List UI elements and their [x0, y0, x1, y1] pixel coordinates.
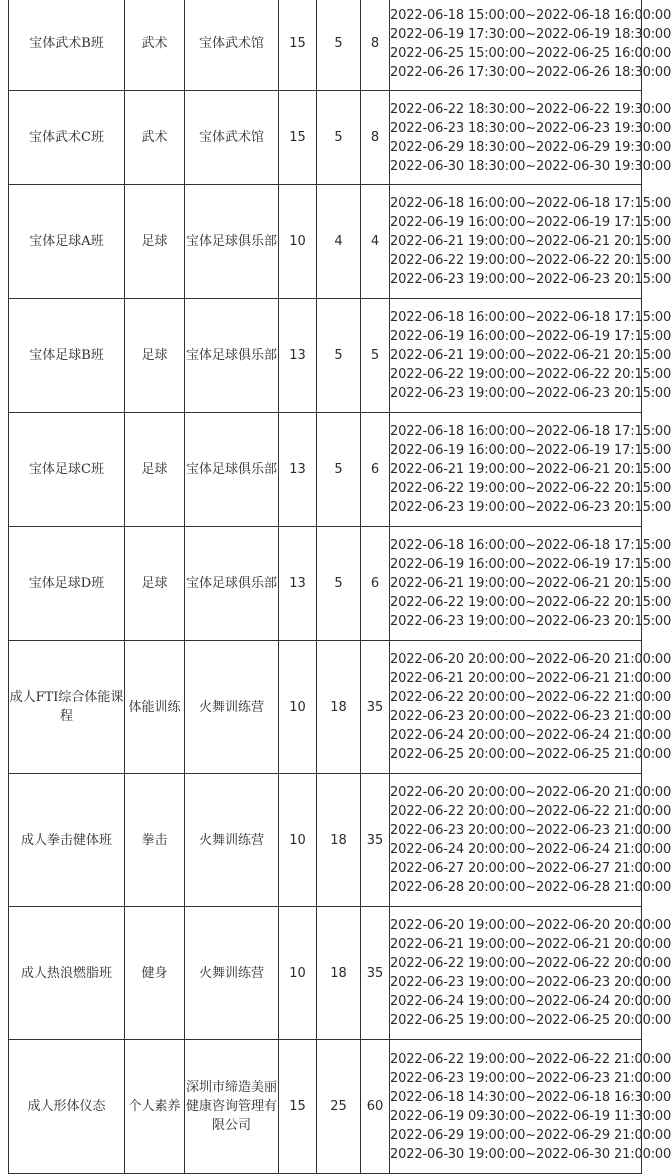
time-slot: 2022-06-18 16:00:00~2022-06-18 17:15:00	[390, 196, 671, 211]
course-name-cell: 宝体足球A班	[9, 185, 125, 299]
time-slot: 2022-06-27 20:00:00~2022-06-27 21:00:00	[390, 861, 671, 876]
table-row	[9, 641, 642, 774]
time-slot: 2022-06-22 19:00:00~2022-06-22 20:15:00	[390, 253, 671, 268]
count-2-cell: 5	[317, 413, 361, 527]
time-slot: 2022-06-18 16:00:00~2022-06-18 17:15:00	[390, 310, 671, 325]
time-slot: 2022-06-21 19:00:00~2022-06-21 20:15:00	[390, 576, 671, 591]
count-3-cell: 35	[361, 907, 390, 1040]
time-slot: 2022-06-18 16:00:00~2022-06-18 17:15:00	[390, 538, 671, 553]
count-3-cell: 6	[361, 413, 390, 527]
venue-cell: 宝体足球俱乐部	[185, 413, 279, 527]
time-slot: 2022-06-28 20:00:00~2022-06-28 21:00:00	[390, 880, 671, 895]
time-slot: 2022-06-23 19:00:00~2022-06-23 20:00:00	[390, 975, 671, 990]
category-cell: 体能训练	[125, 641, 185, 774]
time-slot: 2022-06-24 19:00:00~2022-06-24 20:00:00	[390, 994, 671, 1009]
course-name-cell: 宝体足球C班	[9, 413, 125, 527]
time-slot: 2022-06-30 18:30:00~2022-06-30 19:30:00	[390, 158, 671, 174]
count-1-cell: 15	[279, 1040, 317, 1174]
count-3-cell: 4	[361, 185, 390, 299]
time-slot: 2022-06-20 20:00:00~2022-06-20 21:00:00	[390, 785, 671, 800]
time-slot: 2022-06-25 20:00:00~2022-06-25 21:00:00	[390, 747, 671, 762]
count-2-cell: 5	[317, 91, 361, 185]
time-slots-cell	[390, 91, 671, 185]
count-3-cell: 6	[361, 527, 390, 641]
count-3-cell: 35	[361, 641, 390, 774]
category-cell: 足球	[125, 299, 185, 413]
course-name-cell: 成人FTI综合体能课程	[9, 641, 125, 774]
category-cell: 个人素养	[125, 1040, 185, 1174]
time-slot: 2022-06-21 19:00:00~2022-06-21 20:00:00	[390, 937, 671, 952]
time-slot: 2022-06-22 19:00:00~2022-06-22 20:00:00	[390, 956, 671, 971]
time-slot: 2022-06-20 20:00:00~2022-06-20 21:00:00	[390, 652, 671, 667]
schedule-body	[9, 0, 671, 1174]
time-slots-cell	[390, 774, 671, 907]
time-slot: 2022-06-22 19:00:00~2022-06-22 20:15:00	[390, 367, 671, 382]
count-2-cell: 18	[317, 907, 361, 1040]
time-slot: 2022-06-23 18:30:00~2022-06-23 19:30:00	[390, 120, 671, 136]
time-slot: 2022-06-19 16:00:00~2022-06-19 17:15:00	[390, 557, 671, 572]
category-cell: 拳击	[125, 774, 185, 907]
time-slot: 2022-06-18 16:00:00~2022-06-18 17:15:00	[390, 424, 671, 439]
time-slot: 2022-06-23 20:00:00~2022-06-23 21:00:00	[390, 709, 671, 724]
count-2-cell: 25	[317, 1040, 361, 1174]
time-slot: 2022-06-21 19:00:00~2022-06-21 20:15:00	[390, 234, 671, 249]
table-row	[9, 185, 642, 299]
category-cell: 武术	[125, 91, 185, 185]
table-row	[9, 91, 642, 185]
venue-cell: 宝体武术馆	[185, 0, 279, 91]
category-cell: 足球	[125, 413, 185, 527]
time-slots-cell	[390, 0, 671, 91]
time-slot: 2022-06-29 18:30:00~2022-06-29 19:30:00	[390, 139, 671, 155]
table-row	[9, 299, 642, 413]
time-slot: 2022-06-22 20:00:00~2022-06-22 21:00:00	[390, 804, 671, 819]
table-row	[9, 774, 642, 907]
time-slots-cell	[390, 527, 671, 641]
course-name-cell: 宝体武术C班	[9, 91, 125, 185]
category-cell: 足球	[125, 527, 185, 641]
time-slot: 2022-06-25 19:00:00~2022-06-25 20:00:00	[390, 1013, 671, 1028]
time-slot: 2022-06-19 16:00:00~2022-06-19 17:15:00	[390, 215, 671, 230]
count-2-cell: 5	[317, 299, 361, 413]
time-slots-cell	[390, 641, 671, 774]
venue-cell: 宝体足球俱乐部	[185, 527, 279, 641]
course-schedule-table	[8, 0, 671, 1174]
count-1-cell: 13	[279, 527, 317, 641]
table-row	[9, 413, 642, 527]
count-1-cell: 10	[279, 641, 317, 774]
time-slot: 2022-06-23 19:00:00~2022-06-23 20:15:00	[390, 386, 671, 401]
time-slot: 2022-06-23 20:00:00~2022-06-23 21:00:00	[390, 823, 671, 838]
count-1-cell: 10	[279, 907, 317, 1040]
course-name-cell: 宝体足球D班	[9, 527, 125, 641]
table-row	[9, 0, 642, 91]
time-slot: 2022-06-22 19:00:00~2022-06-22 21:00:00	[390, 1051, 671, 1067]
venue-cell: 火舞训练营	[185, 641, 279, 774]
count-3-cell: 8	[361, 91, 390, 185]
time-slot: 2022-06-23 19:00:00~2022-06-23 20:15:00	[390, 614, 671, 629]
course-name-cell: 成人拳击健体班	[9, 774, 125, 907]
time-slot: 2022-06-20 19:00:00~2022-06-20 20:00:00	[390, 918, 671, 933]
time-slot: 2022-06-30 19:00:00~2022-06-30 21:00:00	[390, 1146, 671, 1162]
venue-cell: 宝体武术馆	[185, 91, 279, 185]
time-slot: 2022-06-23 19:00:00~2022-06-23 21:00:00	[390, 1070, 671, 1086]
time-slot: 2022-06-23 19:00:00~2022-06-23 20:15:00	[390, 272, 671, 287]
time-slot: 2022-06-22 18:30:00~2022-06-22 19:30:00	[390, 101, 671, 117]
time-slot: 2022-06-26 17:30:00~2022-06-26 18:30:00	[390, 64, 671, 80]
table-row	[9, 1040, 642, 1174]
time-slot: 2022-06-22 19:00:00~2022-06-22 20:15:00	[390, 481, 671, 496]
time-slot: 2022-06-19 09:30:00~2022-06-19 11:30:00	[390, 1108, 671, 1124]
time-slot: 2022-06-18 14:30:00~2022-06-18 16:30:00	[390, 1089, 671, 1105]
course-name-cell: 成人热浪燃脂班	[9, 907, 125, 1040]
count-3-cell: 60	[361, 1040, 390, 1174]
time-slots-cell	[390, 1040, 671, 1174]
course-name-cell: 宝体武术B班	[9, 0, 125, 91]
course-name-cell: 成人形体仪态	[9, 1040, 125, 1174]
count-1-cell: 15	[279, 0, 317, 91]
time-slots-cell	[390, 299, 671, 413]
time-slot: 2022-06-21 19:00:00~2022-06-21 20:15:00	[390, 348, 671, 363]
count-1-cell: 10	[279, 185, 317, 299]
time-slot: 2022-06-18 15:00:00~2022-06-18 16:00:00	[390, 7, 671, 23]
table-row	[9, 907, 642, 1040]
count-1-cell: 10	[279, 774, 317, 907]
count-2-cell: 5	[317, 0, 361, 91]
time-slots-cell	[390, 185, 671, 299]
table-row	[9, 527, 642, 641]
category-cell: 足球	[125, 185, 185, 299]
count-2-cell: 5	[317, 527, 361, 641]
time-slot: 2022-06-24 20:00:00~2022-06-24 21:00:00	[390, 842, 671, 857]
count-1-cell: 15	[279, 91, 317, 185]
time-slot: 2022-06-23 19:00:00~2022-06-23 20:15:00	[390, 500, 671, 515]
time-slot: 2022-06-29 19:00:00~2022-06-29 21:00:00	[390, 1127, 671, 1143]
time-slots-cell	[390, 413, 671, 527]
time-slot: 2022-06-22 19:00:00~2022-06-22 20:15:00	[390, 595, 671, 610]
time-slot: 2022-06-21 19:00:00~2022-06-21 20:15:00	[390, 462, 671, 477]
count-3-cell: 5	[361, 299, 390, 413]
count-1-cell: 13	[279, 299, 317, 413]
time-slot: 2022-06-19 16:00:00~2022-06-19 17:15:00	[390, 443, 671, 458]
count-3-cell: 35	[361, 774, 390, 907]
time-slot: 2022-06-25 15:00:00~2022-06-25 16:00:00	[390, 45, 671, 61]
count-2-cell: 18	[317, 774, 361, 907]
venue-cell: 火舞训练营	[185, 774, 279, 907]
count-2-cell: 18	[317, 641, 361, 774]
time-slot: 2022-06-19 17:30:00~2022-06-19 18:30:00	[390, 26, 671, 42]
count-3-cell: 8	[361, 0, 390, 91]
time-slot: 2022-06-21 20:00:00~2022-06-21 21:00:00	[390, 671, 671, 686]
course-name-cell: 宝体足球B班	[9, 299, 125, 413]
category-cell: 健身	[125, 907, 185, 1040]
venue-cell: 宝体足球俱乐部	[185, 299, 279, 413]
time-slot: 2022-06-22 20:00:00~2022-06-22 21:00:00	[390, 690, 671, 705]
time-slot: 2022-06-19 16:00:00~2022-06-19 17:15:00	[390, 329, 671, 344]
time-slots-cell	[390, 907, 671, 1040]
venue-cell: 宝体足球俱乐部	[185, 185, 279, 299]
time-slot: 2022-06-24 20:00:00~2022-06-24 21:00:00	[390, 728, 671, 743]
venue-cell: 火舞训练营	[185, 907, 279, 1040]
count-1-cell: 13	[279, 413, 317, 527]
venue-cell: 深圳市缔造美丽健康咨询管理有限公司	[185, 1040, 279, 1174]
count-2-cell: 4	[317, 185, 361, 299]
category-cell: 武术	[125, 0, 185, 91]
